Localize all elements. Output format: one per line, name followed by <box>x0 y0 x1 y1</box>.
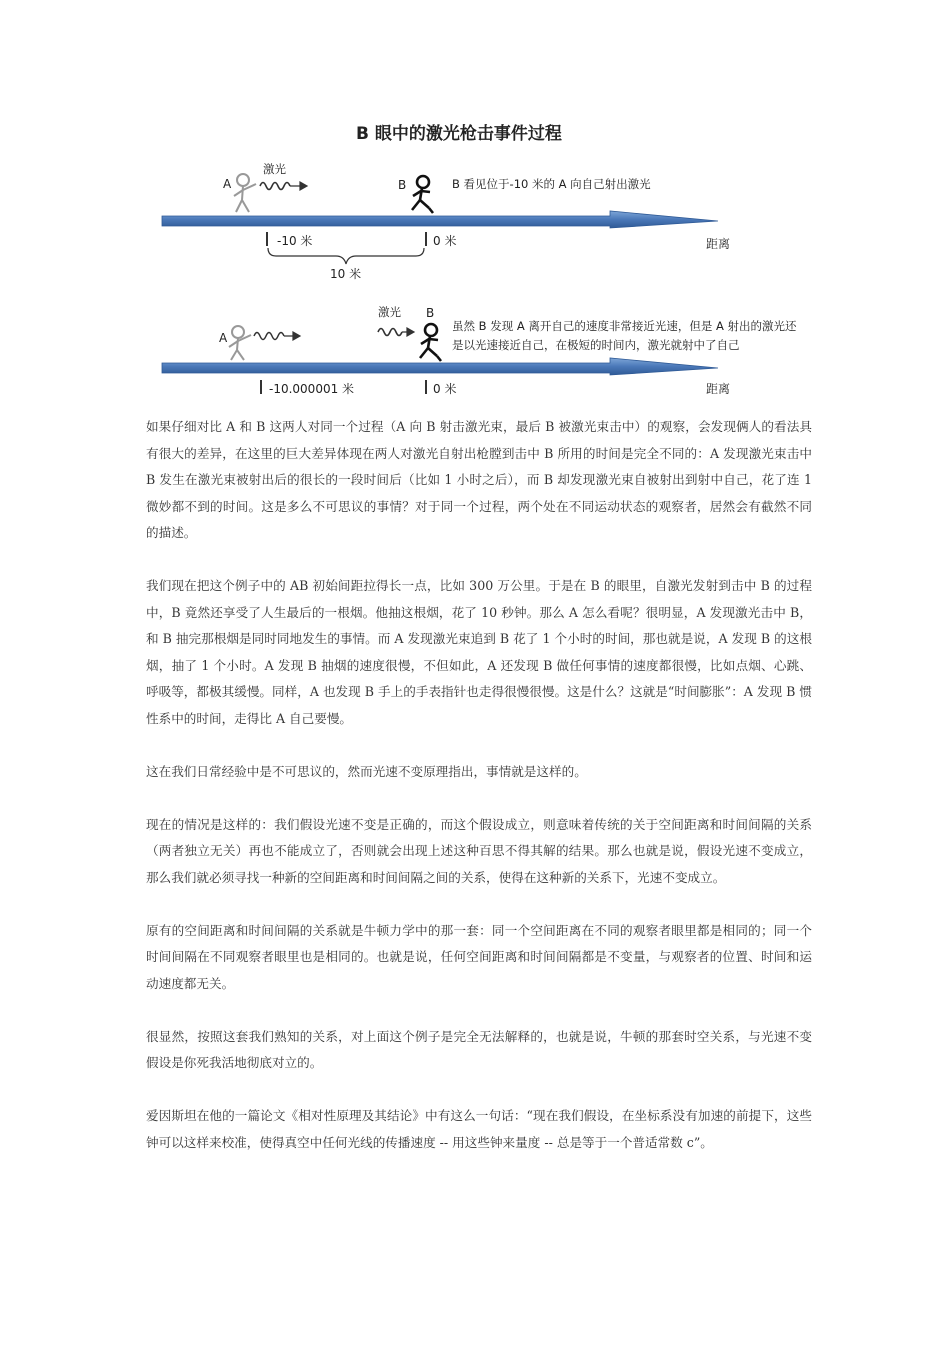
bottom-caption-line-1: 虽然 B 发现 A 离开自己的速度非常接近光速，但是 A 射出的激光还 <box>452 319 797 333</box>
top-person-a-icon <box>234 174 256 212</box>
top-laser-wave-icon <box>260 183 290 190</box>
bottom-tick-left-label: -10.000001 米 <box>269 382 355 396</box>
top-caption: B 看见位于-10 米的 A 向自己射出激光 <box>452 177 651 191</box>
top-laser-arrowhead-icon <box>290 182 307 190</box>
paragraph-7: 爱因斯坦在他的一篇论文《相对性原理及其结论》中有这么一句话：“现在我们假设，在坐标系没有加速的前提下，这些钟可以这样来校准，使得真空中任何光线的传播速度 -- 用这些钟来量度 -- 总是等于一个普适常数 c”。 <box>146 1108 812 1150</box>
top-axis-label: 距离 <box>706 237 731 251</box>
bottom-laser-arrowhead-b-icon <box>402 328 414 336</box>
bottom-laser-label: 激光 <box>378 305 401 319</box>
figure-svg <box>150 118 830 408</box>
paragraph-2: 我们现在把这个例子中的 AB 初始间距拉得长一点，比如 300 万公里。于是在 B 的眼里，自激光发射到击中 B 的过程中，B 竟然还享受了人生最后的一根烟。他抽这根烟，花了 10 秒钟。那么 A 怎么看呢？很明显，A 发现激光击中 B，和 B 抽完那根烟是同时同地发生的事情。而 A 发现激光束追到 B 花了 1 个小时的时间，那也就是说，A 发现 B 的这根烟，抽了 1 个小时。A 发现 B 抽烟的速度很慢，不但如此，A 还发现 B 做任何事情的速度都很慢，比如点烟、心跳、呼吸等，都极其缓慢。同样，A 也发现 B 手上的手表指针也走得很慢很慢。这是什么？这就是“时间膨胀”：A 发现 B 惯性系中的时间，走得比 A 自己要慢。 <box>146 578 812 726</box>
figure-title: B 眼中的激光枪击事件过程 <box>356 124 562 144</box>
paragraph-6: 很显然，按照这套我们熟知的关系，对上面这个例子是完全无法解释的，也就是说，牛顿的那套时空关系，与光速不变假设是你死我活地彻底对立的。 <box>146 1028 812 1070</box>
bottom-laser-wave-near-a-icon <box>254 333 284 340</box>
bottom-person-a-icon <box>229 326 251 360</box>
bottom-person-b-running-icon <box>420 324 441 361</box>
top-distance-axis-arrow <box>162 211 718 228</box>
top-label-b: B <box>398 178 407 192</box>
bottom-caption-line-2: 是以光速接近自己，在极短的时间内，激光就射中了自己 <box>452 338 740 352</box>
top-tick-right-label: 0 米 <box>433 234 457 248</box>
top-brace-label: 10 米 <box>330 267 362 281</box>
paragraph-3: 这在我们日常经验中是不可思议的，然而光速不变原理指出，事情就是这样的。 <box>146 763 587 779</box>
top-person-b-running-icon <box>412 176 433 213</box>
top-tick-left-label: -10 米 <box>277 234 313 248</box>
paragraph-4: 现在的情况是这样的：我们假设光速不变是正确的，而这个假设成立，则意味着传统的关于空间距离和时间间隔的关系（两者独立无关）再也不能成立了，否则就会出现上述这种百思不得其解的结果。那么也就是说，假设光速不变成立，那么我们就必须寻找一种新的空间距离和时间间隔之间的关系，使得在这种新的关系下，光速不变成立。 <box>146 816 812 885</box>
paragraph-5: 原有的空间距离和时间间隔的关系就是牛顿力学中的那一套：同一个空间距离在不同的观察者眼里都是相同的；同一个时间间隔在不同观察者眼里也是相同的。也就是说，任何空间距离和时间间隔都是不变量，与观察者的位置、时间和运动速度都无关。 <box>146 922 812 991</box>
bottom-tick-right-label: 0 米 <box>433 382 457 396</box>
bottom-laser-wave-near-b-icon <box>378 329 402 336</box>
article-body <box>146 414 812 1183</box>
top-laser-label: 激光 <box>263 162 286 176</box>
paragraph-1: 如果仔细对比 A 和 B 这两人对同一个过程（A 向 B 射击激光束，最后 B 被激光束击中）的观察，会发现俩人的看法具有很大的差异，在这里的巨大差异体现在两人对激光自射出枪膛到击中 B 所用的时间是完全不同的：A 发现激光束击中 B 发生在激光束被射出后的很长的一段时间后（比如 1 小时之后），而 B 却发现激光束自被射出到射中自己，花了连 1 微妙都不到的时间。这是多么不可思议的事情？对于同一个过程，两个处在不同运动状态的观察者，居然会有截然不同的描述。 <box>146 419 812 540</box>
bottom-label-b: B <box>426 306 435 320</box>
bottom-label-a: A <box>219 331 228 345</box>
bottom-axis-label: 距离 <box>706 382 731 396</box>
bottom-laser-arrowhead-a-icon <box>284 332 300 340</box>
top-label-a: A <box>223 177 232 191</box>
top-distance-brace <box>268 248 424 264</box>
laser-event-figure <box>150 118 830 408</box>
